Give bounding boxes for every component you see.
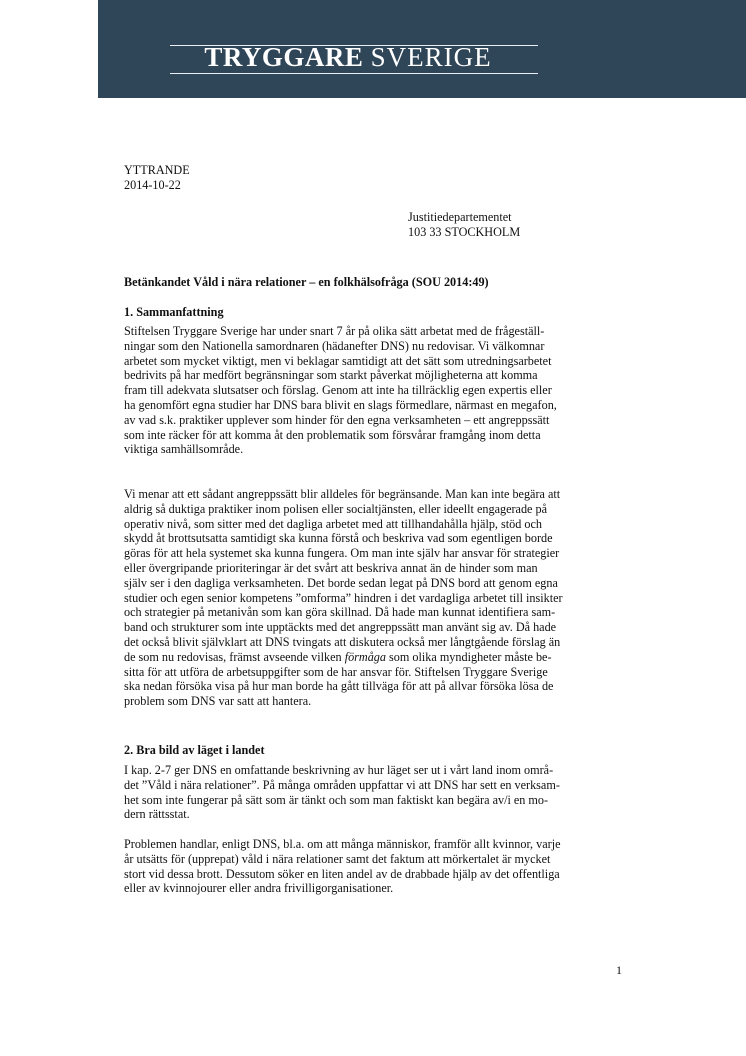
- recipient-address: 103 33 STOCKHOLM: [408, 225, 521, 239]
- paragraph-4: [124, 837, 636, 896]
- paragraph-3: [124, 763, 636, 822]
- paragraph-2: [124, 487, 636, 709]
- text-line: het som inte fungerar på sätt som är tänkt och som man faktiskt kan begära av/i en mo-: [124, 792, 549, 807]
- text-line: ningar som den Nationella samordnaren (hädanefter DNS) nu redovisar. Vi välkomnar: [124, 338, 545, 353]
- text-line-with-emphasis: [124, 650, 636, 665]
- text-line: det också blivit självklart att DNS tvingats att diskutera också mer långtgående förslag än: [124, 634, 561, 649]
- text-run: de som nu redovisas, främst avseende vilken: [124, 649, 345, 664]
- section-heading-bra-bild: 2. Bra bild av läget i landet: [124, 743, 265, 757]
- text-line: av vad s.k. praktiker upplever som hinder för den egna verksamheten – ett angreppssätt: [124, 412, 550, 427]
- text-line: det ”Våld i nära relationer”. På många områden uppfattar vi att DNS har sett en verksam-: [124, 777, 560, 792]
- text-run: som olika myndigheter måste be-: [386, 649, 552, 664]
- text-line: eller övergripande prioriteringar är det svårt att beskriva annat än de hinder som man: [124, 560, 538, 575]
- text-line: dern rättsstat.: [124, 807, 190, 822]
- text-line: Stiftelsen Tryggare Sverige har under snart 7 år på olika sätt arbetat med de frågeställ-: [124, 324, 545, 338]
- text-line: ha genomfört egna studier har DNS bara blivit en slags förmedlare, närmast en megafon,: [124, 397, 557, 412]
- recipient-name: Justitiedepartementet: [408, 210, 512, 224]
- text-line: och strategier på metanivån som kan göra skillnad. Då hade man kunnat identifiera sam-: [124, 605, 556, 620]
- text-line: år utsätts för (upprepat) våld i nära relationer samt det faktum att mörkertalet är mycket: [124, 851, 551, 866]
- text-line: arbetet som mycket viktigt, men vi beklagar samtidigt att det sätt som utredningsarbetet: [124, 353, 552, 368]
- document-type: YTTRANDE: [124, 163, 190, 177]
- logo-rule-bottom: [170, 73, 538, 74]
- text-line: Vi menar att ett sådant angreppssätt blir alldeles för begränsande. Man kan inte begära att: [124, 487, 561, 501]
- text-line: fram till adekvata slutsatser och förslag. Genom att inte ha tillräcklig egen expertis eller: [124, 383, 552, 398]
- text-line: skydd åt brottsutsatta samtidigt ska kunna förstå och beskriva vad som egentligen borde: [124, 531, 553, 546]
- text-line: sitta för att utföra de arbetsuppgifter som de har ansvar för. Stiftelsen Tryggare Sverige: [124, 664, 548, 679]
- text-line: göras för att hela systemet ska kunna fungera. Om man inte själv har ansvar för strategier: [124, 546, 560, 561]
- emphasis-formaga: förmåga: [344, 649, 386, 664]
- text-line: Problemen handlar, enligt DNS, bl.a. om att många människor, framför allt kvinnor, varje: [124, 837, 561, 851]
- text-line: studier och egen senior kompetens ”omforma” hindren i det vardagliga arbetet till insikter: [124, 590, 563, 605]
- text-line: ska nedan försöka visa på hur man borde ha gått tillväga för att på allvar försöka lösa de: [124, 679, 554, 694]
- document-title: Betänkandet Våld i nära relationer – en folkhälsofråga (SOU 2014:49): [124, 275, 489, 289]
- paragraph-1: [124, 324, 636, 457]
- text-line: problem som DNS var satt att hantera.: [124, 694, 312, 709]
- page-number: 1: [616, 963, 622, 977]
- logo-light: SVERIGE: [370, 42, 492, 72]
- text-line: aldrig så duktiga praktiker inom polisen eller socialtjänsten, eller ideellt engagerade på: [124, 501, 548, 516]
- text-line: stort vid dessa brott. Dessutom söker en liten andel av de drabbade hjälp av det offentliga: [124, 866, 560, 881]
- text-line: band och strukturer som inte upptäckts med det angreppssätt man använt sig av. Då hade: [124, 620, 557, 635]
- text-line: viktiga samhällsområde.: [124, 442, 244, 457]
- text-line: som inte räcker för att komma åt den problematik som försvårar framgång inom detta: [124, 427, 541, 442]
- logo-text: [158, 42, 538, 73]
- text-line: bedrivits på har medfört begränsningar som starkt påverkat möjligheterna att komma: [124, 368, 538, 383]
- document-date: 2014-10-22: [124, 178, 181, 192]
- text-line: operativ nivå, som sitter med det dagliga arbetet med att tillhandahålla hjälp, stöd och: [124, 516, 542, 531]
- text-line: I kap. 2-7 ger DNS en omfattande beskrivning av hur läget ser ut i vårt land inom områ-: [124, 763, 554, 777]
- text-line: själv ser i den dagliga verksamheten. Det borde sedan legat på DNS bord att genom egna: [124, 575, 558, 590]
- logo-bold: TRYGGARE: [204, 42, 364, 72]
- section-heading-sammanfattning: 1. Sammanfattning: [124, 305, 224, 319]
- text-line: eller av kvinnojourer eller andra frivilligorganisationer.: [124, 881, 394, 896]
